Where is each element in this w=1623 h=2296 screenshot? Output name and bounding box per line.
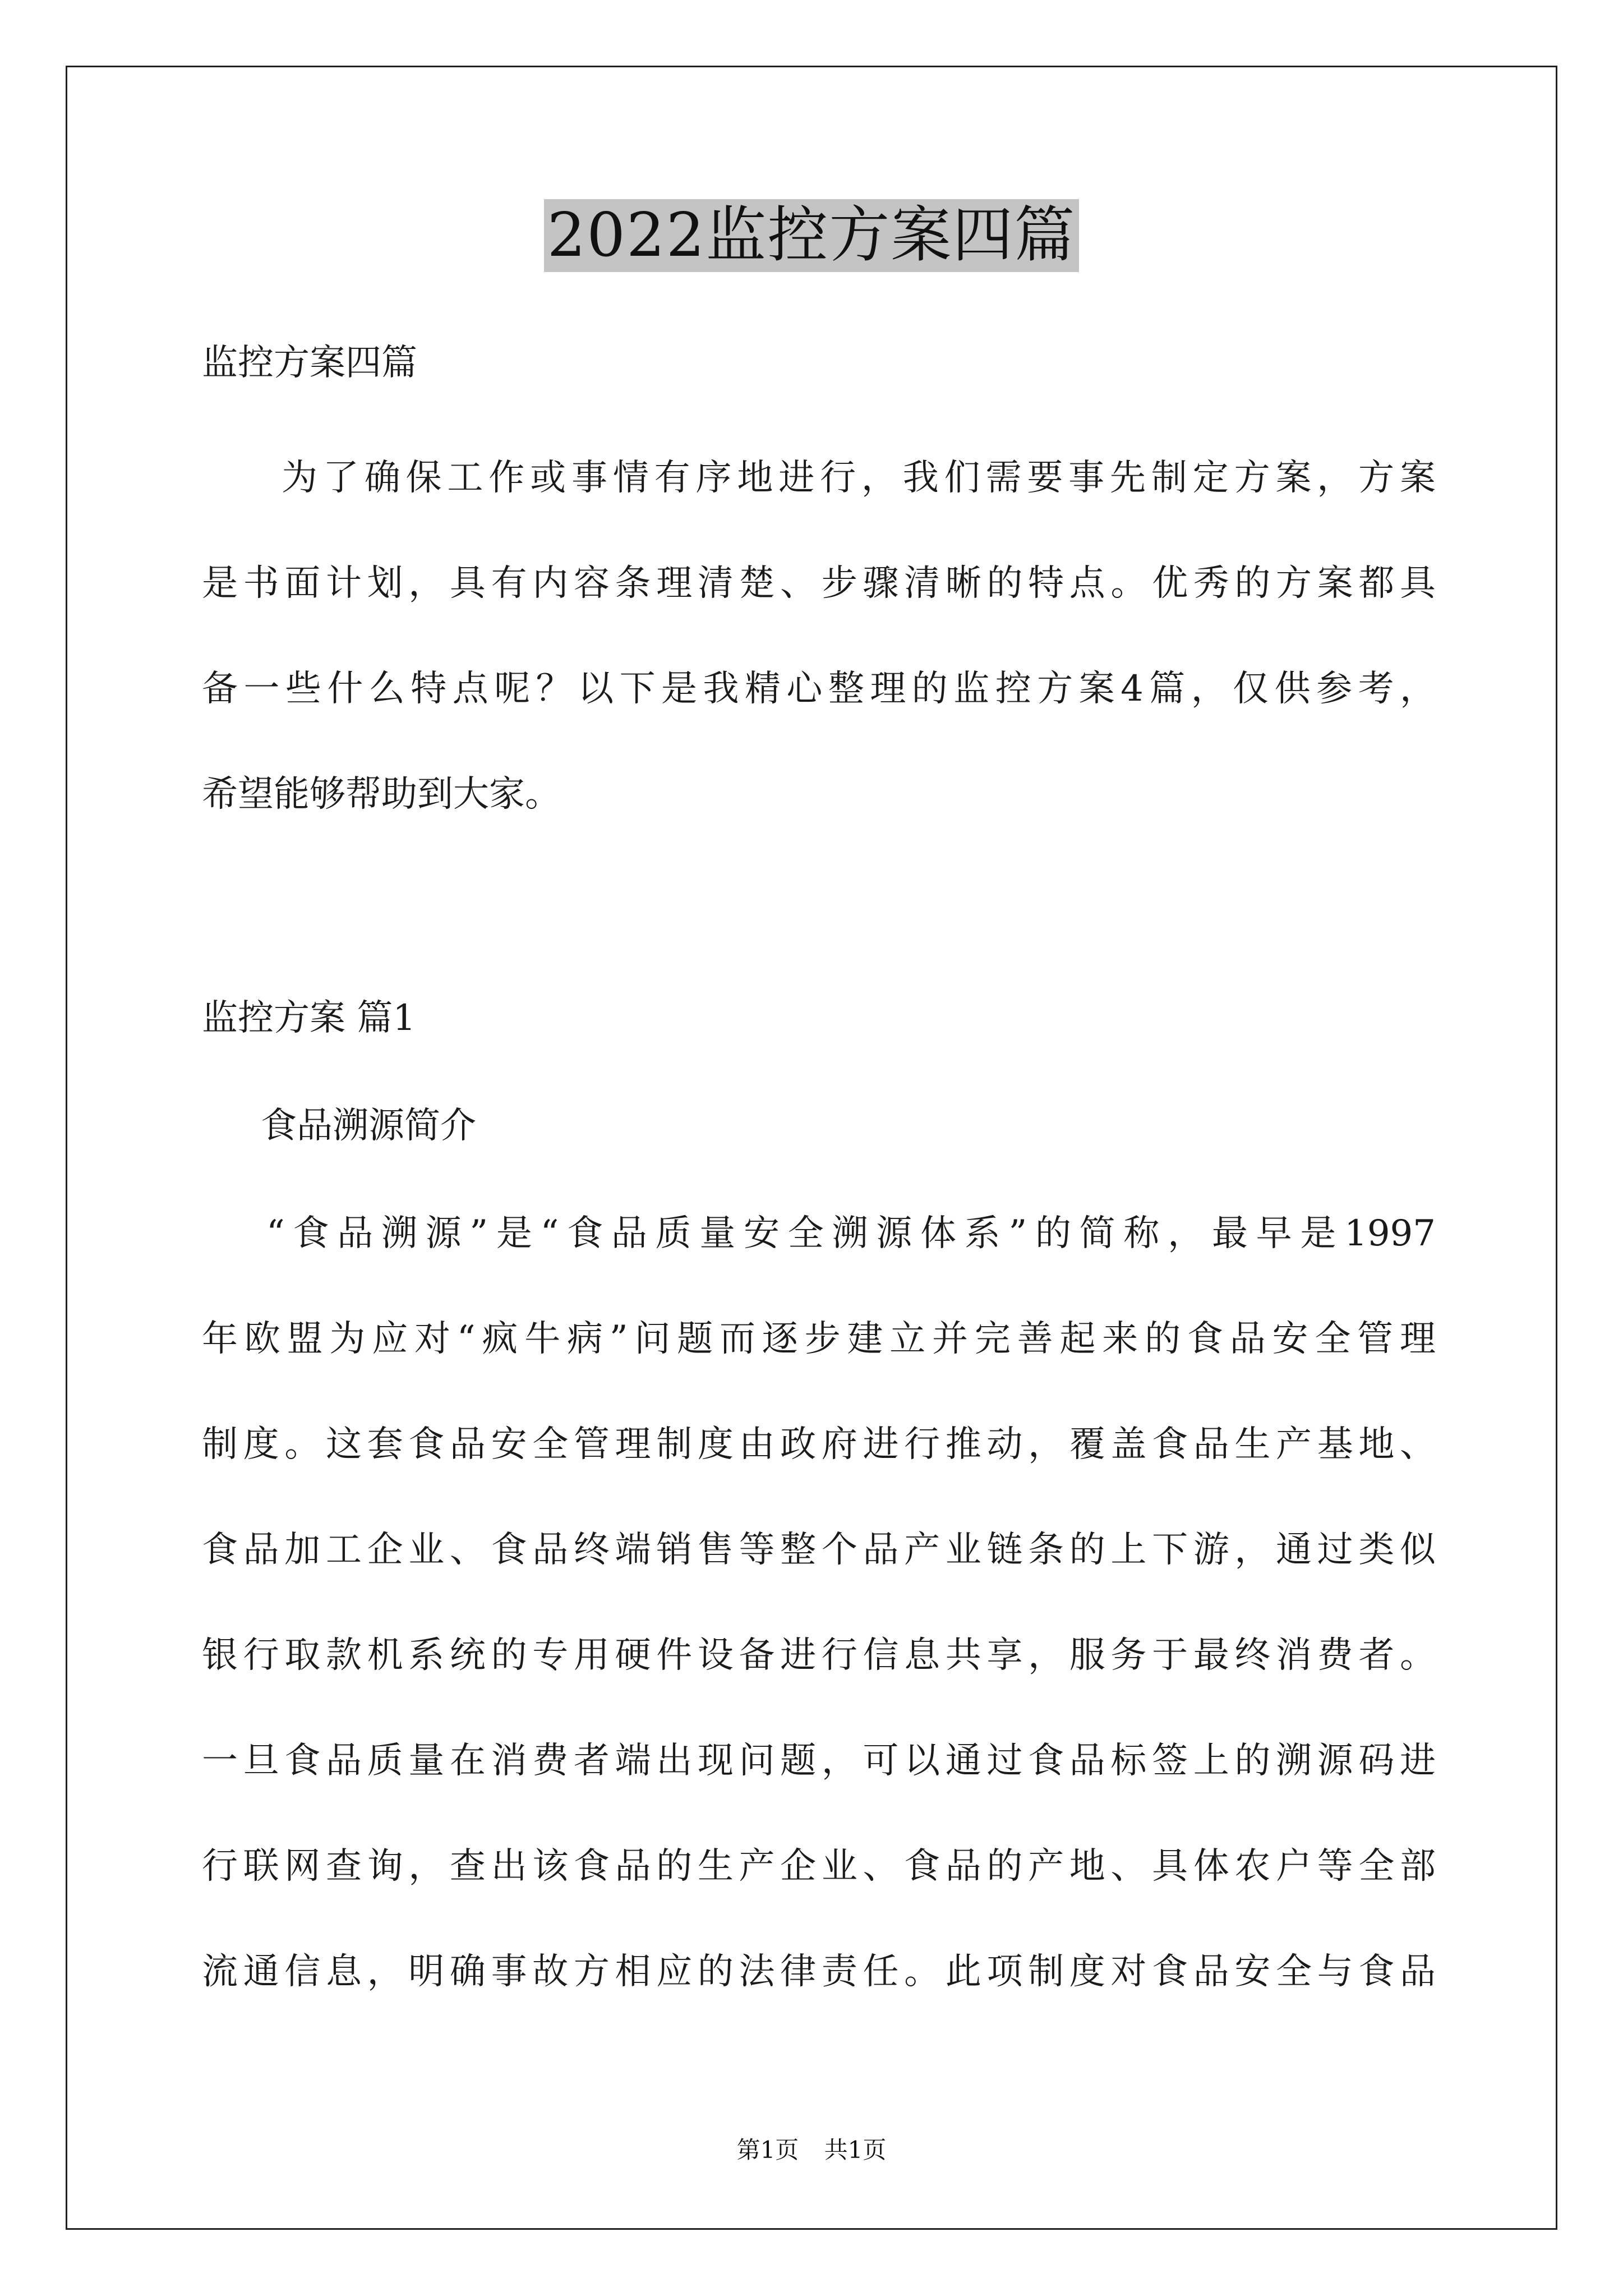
page-number: 第1页: [736, 2136, 799, 2164]
body-line-7: 行联网查询，查出该食品的生产企业、食品的产地、具体农户等全部: [202, 1846, 1436, 1887]
body-line-8: 流通信息，明确事故方相应的法律责任。此项制度对食品安全与食品: [202, 1951, 1436, 1993]
document-subtitle: 监控方案四篇: [202, 342, 417, 384]
intro-line-1: 为了确保工作或事情有序地进行，我们需要事先制定方案，方案: [282, 457, 1436, 499]
intro-line-4: 希望能够帮助到大家。: [202, 774, 561, 815]
intro-line-3: 备一些什么特点呢？以下是我精心整理的监控方案4篇，仅供参考，: [202, 668, 1436, 710]
page-border: [66, 66, 1557, 2230]
page-total: 共1页: [824, 2136, 887, 2164]
intro-line-2: 是书面计划，具有内容条理清楚、步骤清晰的特点。优秀的方案都具: [202, 563, 1436, 604]
section-heading: 监控方案 篇1: [202, 997, 416, 1039]
body-line-4: 食品加工企业、食品终端销售等整个品产业链条的上下游，通过类似: [202, 1529, 1436, 1571]
title-container: [0, 199, 1623, 272]
body-line-1: “食品溯源”是“食品质量安全溯源体系”的简称，最早是1997: [266, 1213, 1436, 1254]
body-line-2: 年欧盟为应对“疯牛病”问题而逐步建立并完善起来的食品安全管理: [202, 1318, 1436, 1360]
document-title: 2022监控方案四篇: [544, 199, 1080, 272]
body-line-3: 制度。这套食品安全管理制度由政府进行推动，覆盖食品生产基地、: [202, 1424, 1436, 1465]
body-line-6: 一旦食品质量在消费者端出现问题，可以通过食品标签上的溯源码进: [202, 1740, 1436, 1782]
section-subheading: 食品溯源简介: [261, 1105, 476, 1147]
page-footer: [0, 2136, 1623, 2164]
body-line-5: 银行取款机系统的专用硬件设备进行信息共享，服务于最终消费者。: [202, 1635, 1436, 1676]
